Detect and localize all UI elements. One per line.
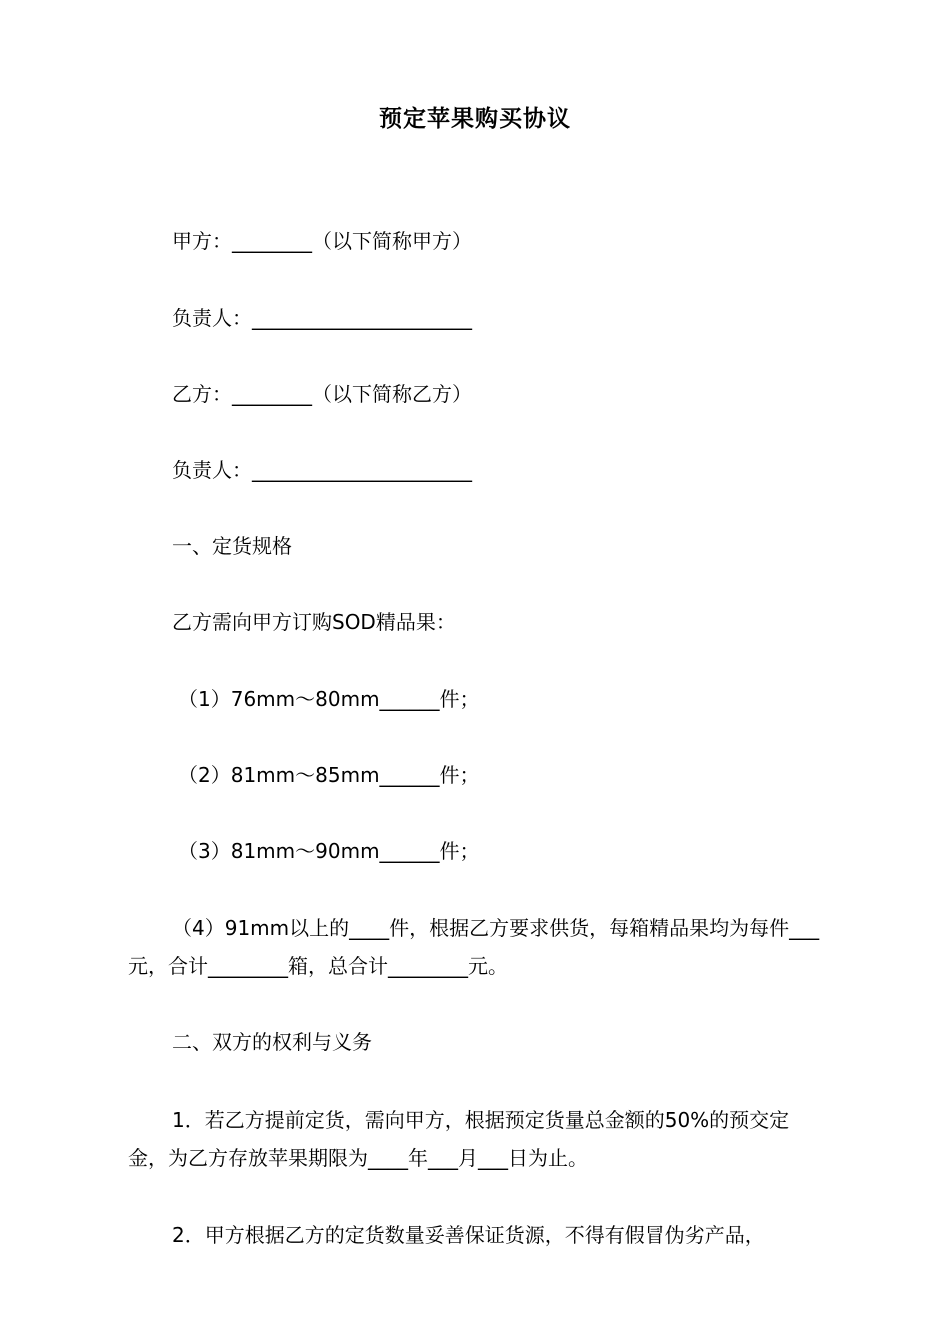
party-a-line: 甲方：________（以下简称甲方） bbox=[172, 229, 472, 253]
party-a-representative-line: 负责人：______________________ bbox=[172, 306, 472, 330]
spec-item-3: （3）81mm～90mm______件； bbox=[178, 839, 480, 863]
clause-2-paragraph: 2．甲方根据乙方的定货数量妥善保证货源，不得有假冒伪劣产品， bbox=[172, 1223, 765, 1247]
section-heading-specifications: 一、定货规格 bbox=[172, 534, 292, 558]
section-heading-rights-obligations: 二、双方的权利与义务 bbox=[172, 1030, 372, 1054]
spec-item-2: （2）81mm～85mm______件； bbox=[178, 763, 480, 787]
clause-1-paragraph: 1．若乙方提前定货，需向甲方，根据预定货量总金额的50%的预交定金，为乙方存放苹果期限为____年___月___日为止。 bbox=[128, 1108, 790, 1170]
spec-item-4-paragraph: （4）91mm以上的____件，根据乙方要求供货，每箱精品果均为每件___元，合计________箱，总合计________元。 bbox=[128, 916, 820, 978]
document-title: 预定苹果购买协议 bbox=[379, 106, 571, 132]
party-b-line: 乙方：________（以下简称乙方） bbox=[172, 382, 472, 406]
party-b-representative-line: 负责人：______________________ bbox=[172, 458, 472, 482]
spec-item-1: （1）76mm～80mm______件； bbox=[178, 687, 480, 711]
section-intro: 乙方需向甲方订购SOD精品果： bbox=[172, 610, 456, 634]
